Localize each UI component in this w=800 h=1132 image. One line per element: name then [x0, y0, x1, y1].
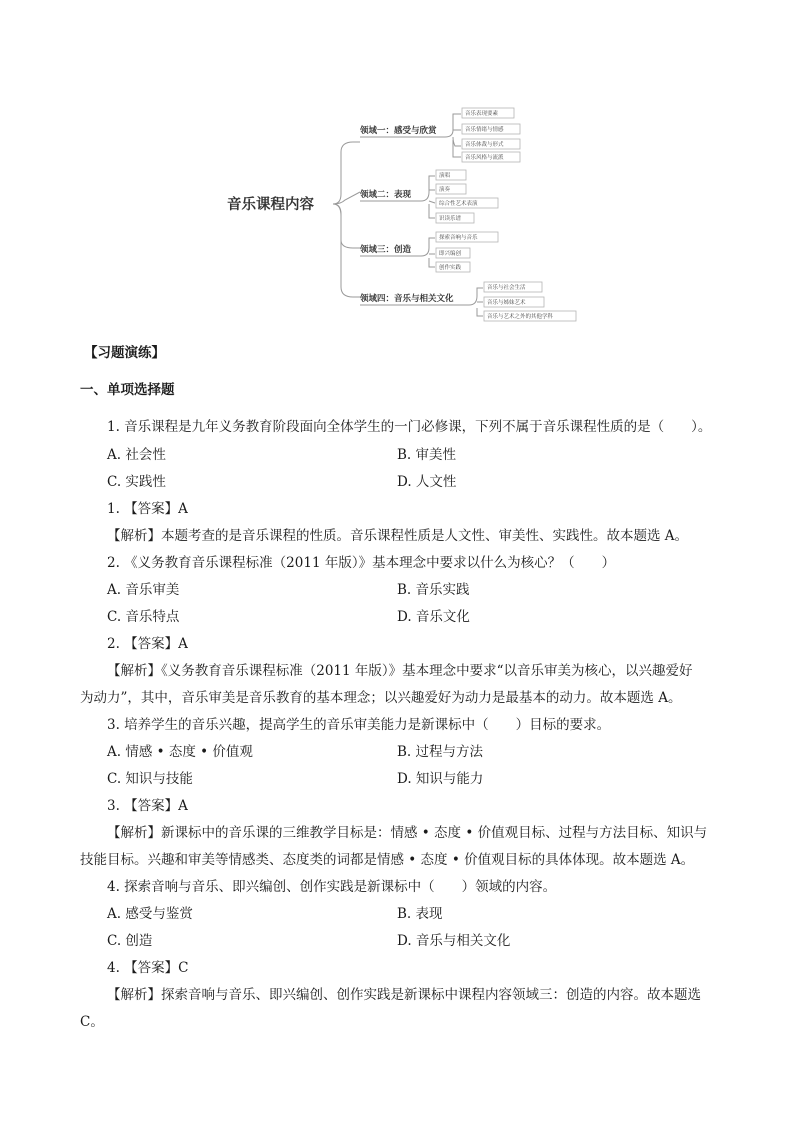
- option-c: C. 音乐特点: [107, 609, 180, 625]
- answer-line: 4. 【答案】C: [107, 960, 189, 976]
- answer-line: 1. 【答案】A: [107, 501, 188, 517]
- option-b: B. 过程与方法: [397, 744, 484, 760]
- mindmap-leaf: 识读乐谱: [439, 216, 462, 222]
- analysis-line: 为动力”，其中，音乐审美是音乐教育的基本理念；以兴趣爱好为动力是最基本的动力。故本题选 A。: [80, 690, 682, 706]
- question-stem: 4. 探索音响与音乐、即兴编创、创作实践是新课标中（ ）领域的内容。: [107, 879, 557, 895]
- mindmap-leaf: 音乐风格与流派: [465, 155, 504, 161]
- mindmap-domain-2: 领域二：表现: [360, 190, 412, 200]
- mindmap-leaf: 创作实践: [439, 265, 462, 271]
- mindmap-leaf: 演奏: [439, 187, 451, 193]
- option-d: D. 人文性: [397, 474, 457, 490]
- option-a: A. 社会性: [107, 447, 166, 463]
- mindmap-leaf: 探索音响与音乐: [439, 235, 478, 241]
- mindmap-domain-1: 领域一：感受与欣赏: [360, 126, 437, 136]
- option-c: C. 实践性: [107, 474, 166, 490]
- question-stem: 3. 培养学生的音乐兴趣，提高学生的音乐审美能力是新课标中（ ）目标的要求。: [107, 717, 611, 733]
- analysis-line: 【解析】本题考查的是音乐课程的性质。音乐课程性质是人文性、审美性、实践性。故本题选 A。: [107, 528, 689, 544]
- option-a: A. 情感 • 态度 • 价值观: [107, 744, 253, 760]
- option-a: A. 感受与鉴赏: [107, 906, 193, 922]
- mindmap-leaf: 即兴编创: [439, 251, 462, 257]
- mindmap-leaf: 音乐与艺术之外的其他学科: [487, 314, 554, 320]
- answer-line: 3. 【答案】A: [107, 798, 188, 814]
- mindmap-branch-4: [333, 204, 360, 297]
- option-c: C. 知识与技能: [107, 771, 193, 787]
- mindmap-domain-4: 领域四：音乐与相关文化: [360, 294, 454, 304]
- analysis-line: 技能目标。兴趣和审美等情感类、态度类的词都是情感 • 态度 • 价值观目标的具体体现。故本题选 A。: [80, 852, 695, 868]
- mindmap-branch-2: [333, 192, 360, 204]
- option-b: B. 音乐实践: [397, 582, 470, 598]
- option-a: A. 音乐审美: [107, 582, 180, 598]
- option-b: B. 表现: [397, 906, 443, 922]
- option-d: D. 音乐与相关文化: [397, 933, 511, 949]
- option-b: B. 审美性: [397, 447, 457, 463]
- mindmap-diagram: [215, 102, 595, 330]
- course-content-mindmap: [215, 102, 595, 330]
- answer-line: 2. 【答案】A: [107, 636, 188, 652]
- part-title: 一、单项选择题: [80, 382, 175, 398]
- mindmap-leaf: 演唱: [439, 173, 451, 179]
- analysis-line: 【解析】《义务教育音乐课程标准（2011 年版）》基本理念中要求“以音乐审美为核心，以兴趣爱好: [107, 663, 693, 679]
- analysis-line: C。: [80, 1014, 104, 1030]
- mindmap-leaf: 音乐与社会生活: [487, 285, 526, 291]
- section-title: 【习题演练】: [84, 345, 165, 361]
- mindmap-domain-3: 领域三：创造: [360, 245, 412, 255]
- analysis-line: 【解析】探索音响与音乐、即兴编创、创作实践是新课标中课程内容领域三：创造的内容。故本题选: [107, 987, 701, 1003]
- analysis-line: 【解析】新课标中的音乐课的三维教学目标是：情感 • 态度 • 价值观目标、过程与方法目标、知识与: [107, 825, 708, 841]
- option-c: C. 创造: [107, 933, 153, 949]
- question-stem: 2. 《义务教育音乐课程标准（2011 年版）》基本理念中要求以什么为核心？（ ）: [107, 555, 616, 571]
- mindmap-leaf: 音乐体裁与形式: [465, 142, 504, 148]
- option-d: D. 知识与能力: [397, 771, 484, 787]
- option-d: D. 音乐文化: [397, 609, 470, 625]
- mindmap-leaf: 音乐与姊妹艺术: [487, 300, 526, 306]
- mindmap-leaf: 综合性艺术表演: [439, 201, 478, 207]
- mindmap-branch-3: [333, 204, 360, 248]
- question-stem: 1. 音乐课程是九年义务教育阶段面向全体学生的一门必修课，下列不属于音乐课程性质的是（ ）。: [107, 419, 712, 435]
- mindmap-leaf: 音乐表现要素: [465, 111, 499, 117]
- mindmap-leaf: 音乐情绪与情感: [465, 127, 504, 133]
- mindmap-root: 音乐课程内容: [227, 197, 314, 213]
